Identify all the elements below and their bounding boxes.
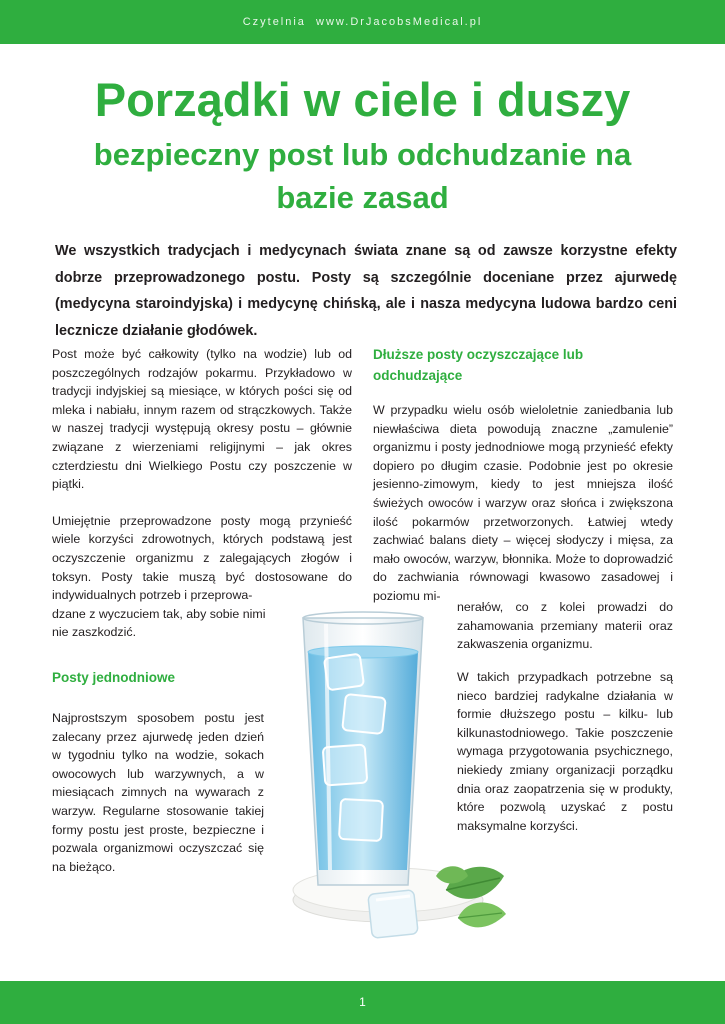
header-bar <box>0 0 725 44</box>
right-paragraph-1-end: nerałów, co z kolei prowadzi do zahamowania przemiany materii oraz zakwaszenia organizmu. <box>457 600 673 652</box>
right-column-top <box>373 401 673 606</box>
ice-cube <box>342 694 386 734</box>
ice-cube <box>339 799 383 841</box>
left-paragraph-2-end: dzane z wyczuciem tak, aby sobie nimi nie zaszkodzić. <box>52 606 266 640</box>
page-subtitle: bezpieczny post lub odchudzanie na bazie zasad <box>93 137 632 215</box>
footer-bar <box>0 981 725 1024</box>
left-column-top <box>52 345 352 642</box>
glass-of-water-with-ice-illustration <box>268 600 518 965</box>
section-heading-one-day-fasts: Posty jednodniowe <box>52 670 176 685</box>
left-column-bottom <box>52 709 264 876</box>
page-number: 1 <box>359 995 366 1009</box>
left-paragraph-2-main: Umiejętnie przeprowadzone posty mogą przynieść wiele korzyści zdrowotnych, których podstawą jest oczyszczenie organizmu z zalegających złogów i toksyn. Posty takie muszą być dostosowane do indywidualnych potrzeb i przeprowa- <box>52 513 352 603</box>
left-paragraph-1: Post może być całkowity (tylko na wodzie) lub od poszczególnych rodzajów pokarmu. Przykładowo w tradycji indyjskiej są miesiące, w których pości się od mleka i nabiału, innym razem od strączkowych. Także w naszej tradycji występują okresy postu – głównie związane z wierzeniami religijnymi – jak okres czterdziestu dni Wielkiego Postu czy poszczenie w piątki. <box>52 347 352 492</box>
ice-cube-icon <box>368 890 418 939</box>
section-heading-longer-fasts: Dłuższe posty oczyszczające lub odchudzające <box>373 347 584 383</box>
right-paragraph-2: W takich przypadkach potrzebne są nieco bardziej radykalne działania w formie dłuższego postu – kilku- lub kilkunastodniowego. Takie poszczenie wymaga przygotowania psychicznego, niekiedy zmiany organizacji porządku dnia oraz zaopatrzenia się w produkty, które pozwolą uzyskać z postu maksymalne korzyści. <box>457 670 673 833</box>
lead-paragraph: We wszystkich tradycjach i medycynach świata znane są od zawsze korzystne efekty dobrze przeprowadzonego postu. Posty są szczególnie doceniane przez ajurwedę (medycyna staroindyjska) i medycynę chińską, ale i nasza medycyna ludowa bardzo ceni lecznicze działanie głodówek. <box>55 243 677 339</box>
page-title: Porządki w ciele i duszy <box>94 73 631 126</box>
right-paragraph-1: W przypadku wielu osób wieloletnie zaniedbania lub niewłaściwa dieta powodują znaczne „zamulenie” organizmu i posty jednodniowe mogą przynieść efekty dopiero po długim czasie. Podobnie jest po okresie jesienno-zimowym, kiedy to jest mniejsza ilość świeżych owoców i warzyw oraz słońca i zwiększona ilość pokarmów przetworzonych. Łatwiej wtedy zachwiać balans diety – więcej słodyczy i mięsa, za mało owoców, warzyw, błonnika. Może to doprowadzić do zachwiania równowagi kwasowo zasadowej i poziomu mi- <box>373 403 673 603</box>
ice-cube <box>324 654 364 691</box>
header-text: Czytelnia www.DrJacobsMedical.pl <box>242 16 483 28</box>
left-paragraph-3: Najprostszym sposobem postu jest zalecany przez ajurwedę jeden dzień w tygodniu tylko na wodzie, sokach owocowych lub warzywnych, a w miesiącach zimnych na wywarach z warzyw. Regularne stosowanie takiej formy postu jest proste, bezpieczne i pozwala organizmowi oczyszczać się na bieżąco. <box>52 711 264 874</box>
